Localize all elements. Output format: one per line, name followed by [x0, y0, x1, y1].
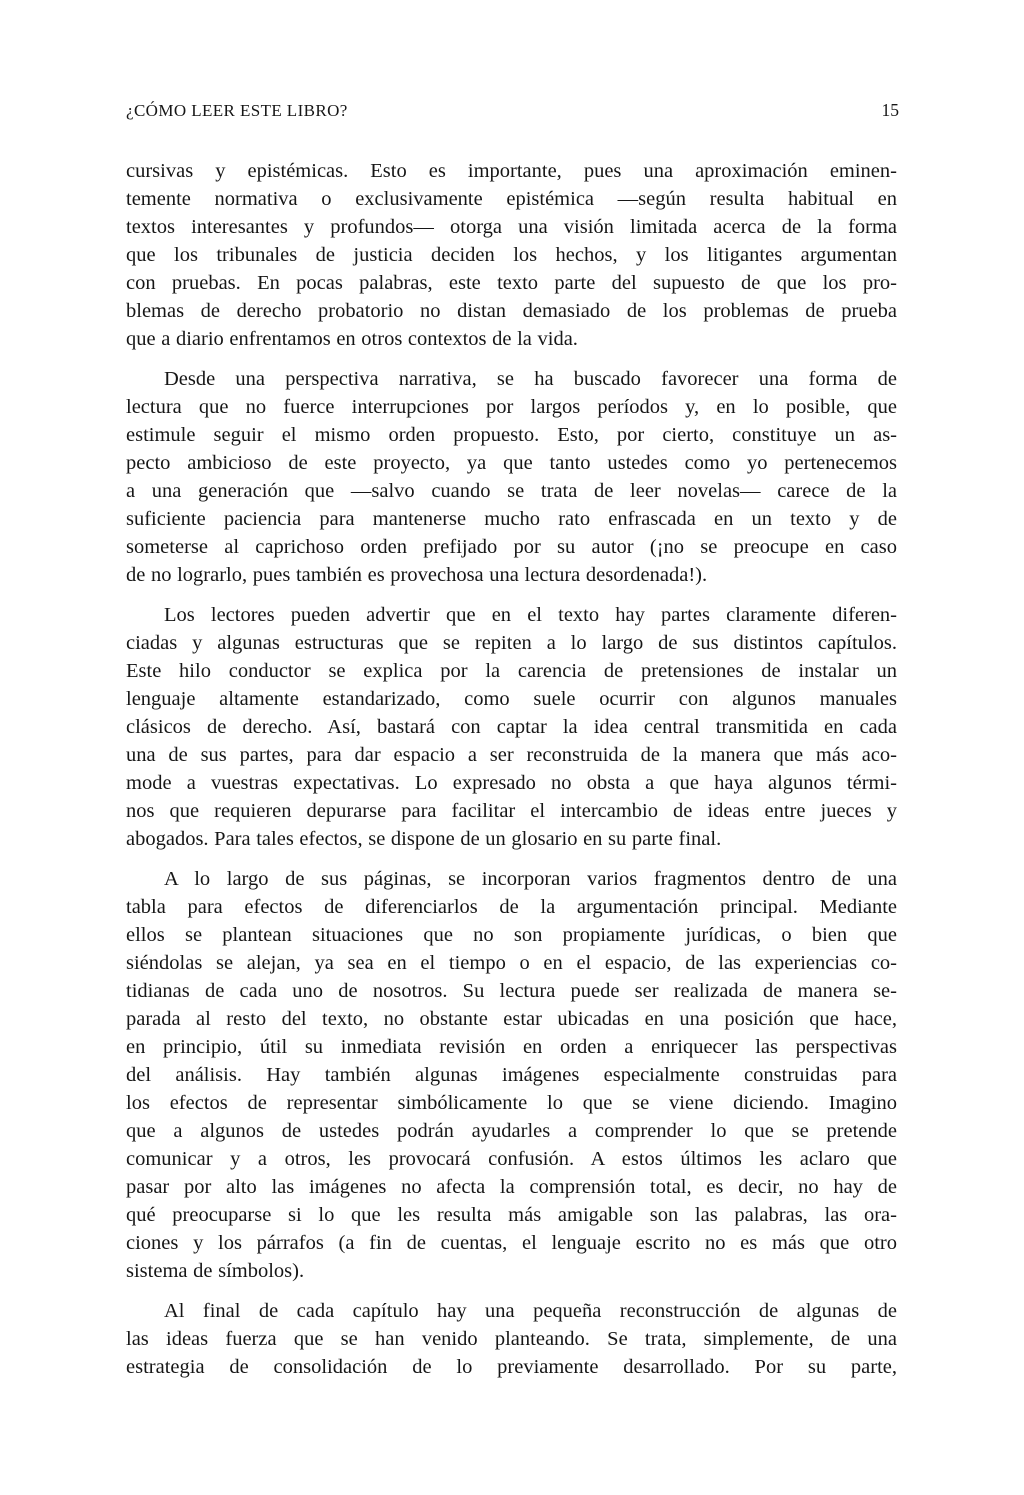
text-line: siéndolas se alejan, ya sea en el tiempo o en el espacio, de las experiencias co- — [126, 952, 897, 974]
text-line: sistema de símbolos). — [126, 1260, 305, 1282]
text-line: cursivas y epistémicas. Esto es importante, pues una aproximación eminen- — [126, 160, 897, 182]
text-line: a una generación que —salvo cuando se trata de leer novelas— carece de la — [126, 480, 897, 502]
page-number: 15 — [881, 100, 899, 120]
text-line: estimule seguir el mismo orden propuesto. Esto, por cierto, constituye un as- — [126, 424, 897, 446]
text-line: del análisis. Hay también algunas imágenes especialmente construidas para — [126, 1064, 897, 1086]
text-line: una de sus partes, para dar espacio a ser reconstruida de la manera que más aco- — [126, 744, 897, 766]
paragraph — [126, 601, 897, 853]
text-line: de no lograrlo, pues también es provechosa una lectura desordenada!). — [126, 564, 708, 586]
body-text — [126, 157, 897, 1381]
text-line: temente normativa o exclusivamente epistémica —según resulta habitual en — [126, 188, 897, 210]
text-line: lectura que no fuerce interrupciones por largos períodos y, en lo posible, que — [126, 396, 897, 418]
text-line: Los lectores pueden advertir que en el texto hay partes claramente diferen- — [164, 604, 897, 626]
text-line: los efectos de representar simbólicamente lo que se viene diciendo. Imagino — [126, 1092, 897, 1114]
paragraph — [126, 1297, 897, 1381]
text-line: mode a vuestras expectativas. Lo expresado no obsta a que haya algunos térmi- — [126, 772, 897, 794]
text-line: parada al resto del texto, no obstante estar ubicadas en una posición que hace, — [126, 1008, 897, 1030]
text-line: nos que requieren depurarse para facilitar el intercambio de ideas entre jueces y — [126, 800, 897, 822]
paragraph — [126, 865, 897, 1285]
text-line: en principio, útil su inmediata revisión en orden a enriquecer las perspectivas — [126, 1036, 897, 1058]
text-line: que a algunos de ustedes podrán ayudarles a comprender lo que se pretende — [126, 1120, 897, 1142]
text-line: textos interesantes y profundos— otorga una visión limitada acerca de la forma — [126, 216, 897, 238]
text-line: Al final de cada capítulo hay una pequeña reconstrucción de algunas de — [164, 1300, 897, 1322]
text-line: Este hilo conductor se explica por la carencia de pretensiones de instalar un — [126, 660, 897, 682]
text-line: Desde una perspectiva narrativa, se ha buscado favorecer una forma de — [164, 368, 897, 390]
text-line: ellos se plantean situaciones que no son propiamente jurídicas, o bien que — [126, 924, 897, 946]
text-line: qué preocuparse si lo que les resulta más amigable son las palabras, las ora- — [126, 1204, 897, 1226]
text-line: con pruebas. En pocas palabras, este texto parte del supuesto de que los pro- — [126, 272, 897, 294]
text-line: pecto ambicioso de este proyecto, ya que tanto ustedes como yo pertenecemos — [126, 452, 897, 474]
text-line: tidianas de cada uno de nosotros. Su lectura puede ser realizada de manera se- — [126, 980, 897, 1002]
text-line: que los tribunales de justicia deciden los hechos, y los litigantes argumentan — [126, 244, 897, 266]
paragraph — [126, 157, 897, 353]
running-header — [126, 100, 899, 121]
text-line: estrategia de consolidación de lo previamente desarrollado. Por su parte, — [126, 1356, 897, 1378]
paragraph — [126, 365, 897, 589]
text-line: tabla para efectos de diferenciarlos de la argumentación principal. Mediante — [126, 896, 897, 918]
text-line: las ideas fuerza que se han venido planteando. Se trata, simplemente, de una — [126, 1328, 897, 1350]
text-line: comunicar y a otros, les provocará confusión. A estos últimos les aclaro que — [126, 1148, 897, 1170]
text-line: lenguaje altamente estandarizado, como suele ocurrir con algunos manuales — [126, 688, 897, 710]
text-line: blemas de derecho probatorio no distan demasiado de los problemas de prueba — [126, 300, 897, 322]
text-line: abogados. Para tales efectos, se dispone de un glosario en su parte final. — [126, 828, 722, 850]
text-line: A lo largo de sus páginas, se incorporan varios fragmentos dentro de una — [164, 868, 897, 890]
text-line: clásicos de derecho. Así, bastará con captar la idea central transmitida en cada — [126, 716, 897, 738]
text-line: someterse al caprichoso orden prefijado por su autor (¡no se preocupe en caso — [126, 536, 897, 558]
text-line: pasar por alto las imágenes no afecta la comprensión total, es decir, no hay de — [126, 1176, 897, 1198]
text-line: que a diario enfrentamos en otros contextos de la vida. — [126, 328, 578, 350]
text-line: ciones y los párrafos (a fin de cuentas, el lenguaje escrito no es más que otro — [126, 1232, 897, 1254]
text-line: suficiente paciencia para mantenerse mucho rato enfrascada en un texto y de — [126, 508, 897, 530]
running-title: ¿CÓMO LEER ESTE LIBRO? — [126, 101, 348, 120]
text-line: ciadas y algunas estructuras que se repiten a lo largo de sus distintos capítulos. — [126, 632, 897, 654]
